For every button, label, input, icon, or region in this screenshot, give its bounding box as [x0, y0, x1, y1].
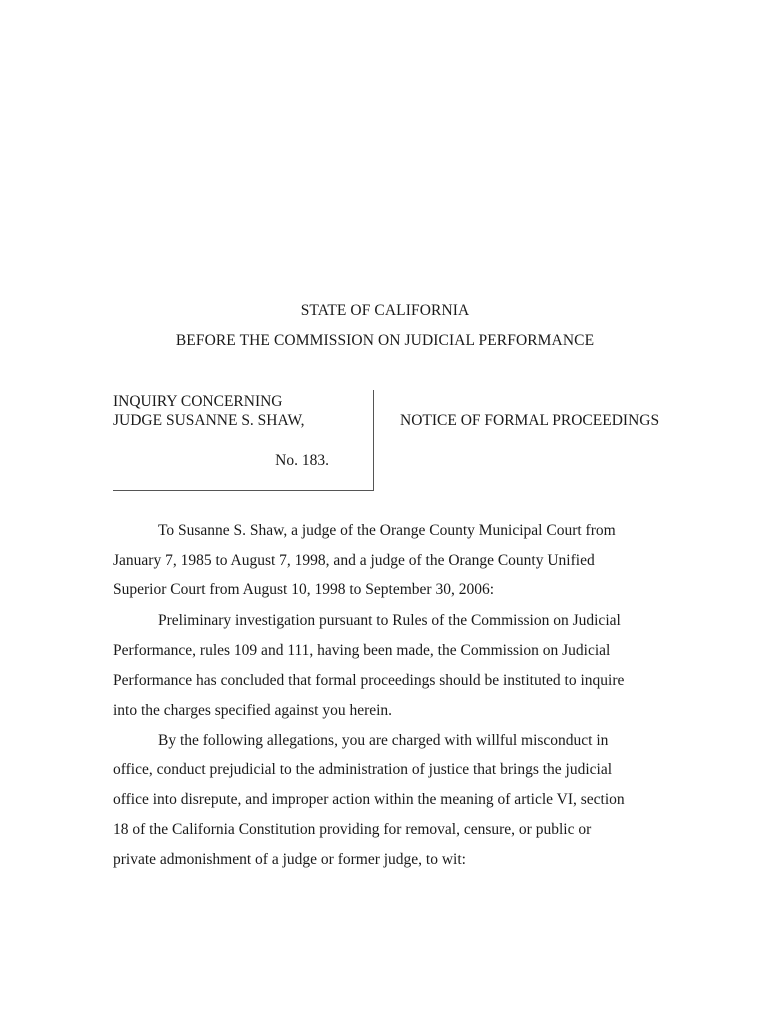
body-line: private admonishment of a judge or former judge, to wit: [113, 851, 466, 868]
body-line: office, conduct prejudicial to the administration of justice that brings the judicial [113, 761, 613, 778]
commission-heading: BEFORE THE COMMISSION ON JUDICIAL PERFORMANCE [175, 332, 595, 349]
case-caption-box [113, 390, 374, 491]
body-line: By the following allegations, you are charged with willful misconduct in [158, 732, 609, 749]
caption-judge-line: JUDGE SUSANNE S. SHAW, [113, 412, 305, 429]
document-title: NOTICE OF FORMAL PROCEEDINGS [400, 412, 660, 429]
body-line: To Susanne S. Shaw, a judge of the Orange County Municipal Court from [158, 522, 616, 539]
body-line: Performance has concluded that formal proceedings should be instituted to inquire [113, 672, 625, 689]
body-line: Performance, rules 109 and 111, having been made, the Commission on Judicial [113, 642, 611, 659]
body-line: 18 of the California Constitution providing for removal, censure, or public or [113, 821, 592, 838]
body-line: January 7, 1985 to August 7, 1998, and a judge of the Orange County Unified [113, 552, 595, 569]
state-heading: STATE OF CALIFORNIA [300, 302, 470, 319]
case-number: No. 183. [275, 452, 329, 469]
body-line: Superior Court from August 10, 1998 to September 30, 2006: [113, 581, 495, 598]
caption-inquiry-line: INQUIRY CONCERNING [113, 393, 283, 410]
body-line: Preliminary investigation pursuant to Rules of the Commission on Judicial [158, 612, 621, 629]
body-line: into the charges specified against you herein. [113, 702, 393, 719]
body-line: office into disrepute, and improper action within the meaning of article VI, section [113, 791, 625, 808]
